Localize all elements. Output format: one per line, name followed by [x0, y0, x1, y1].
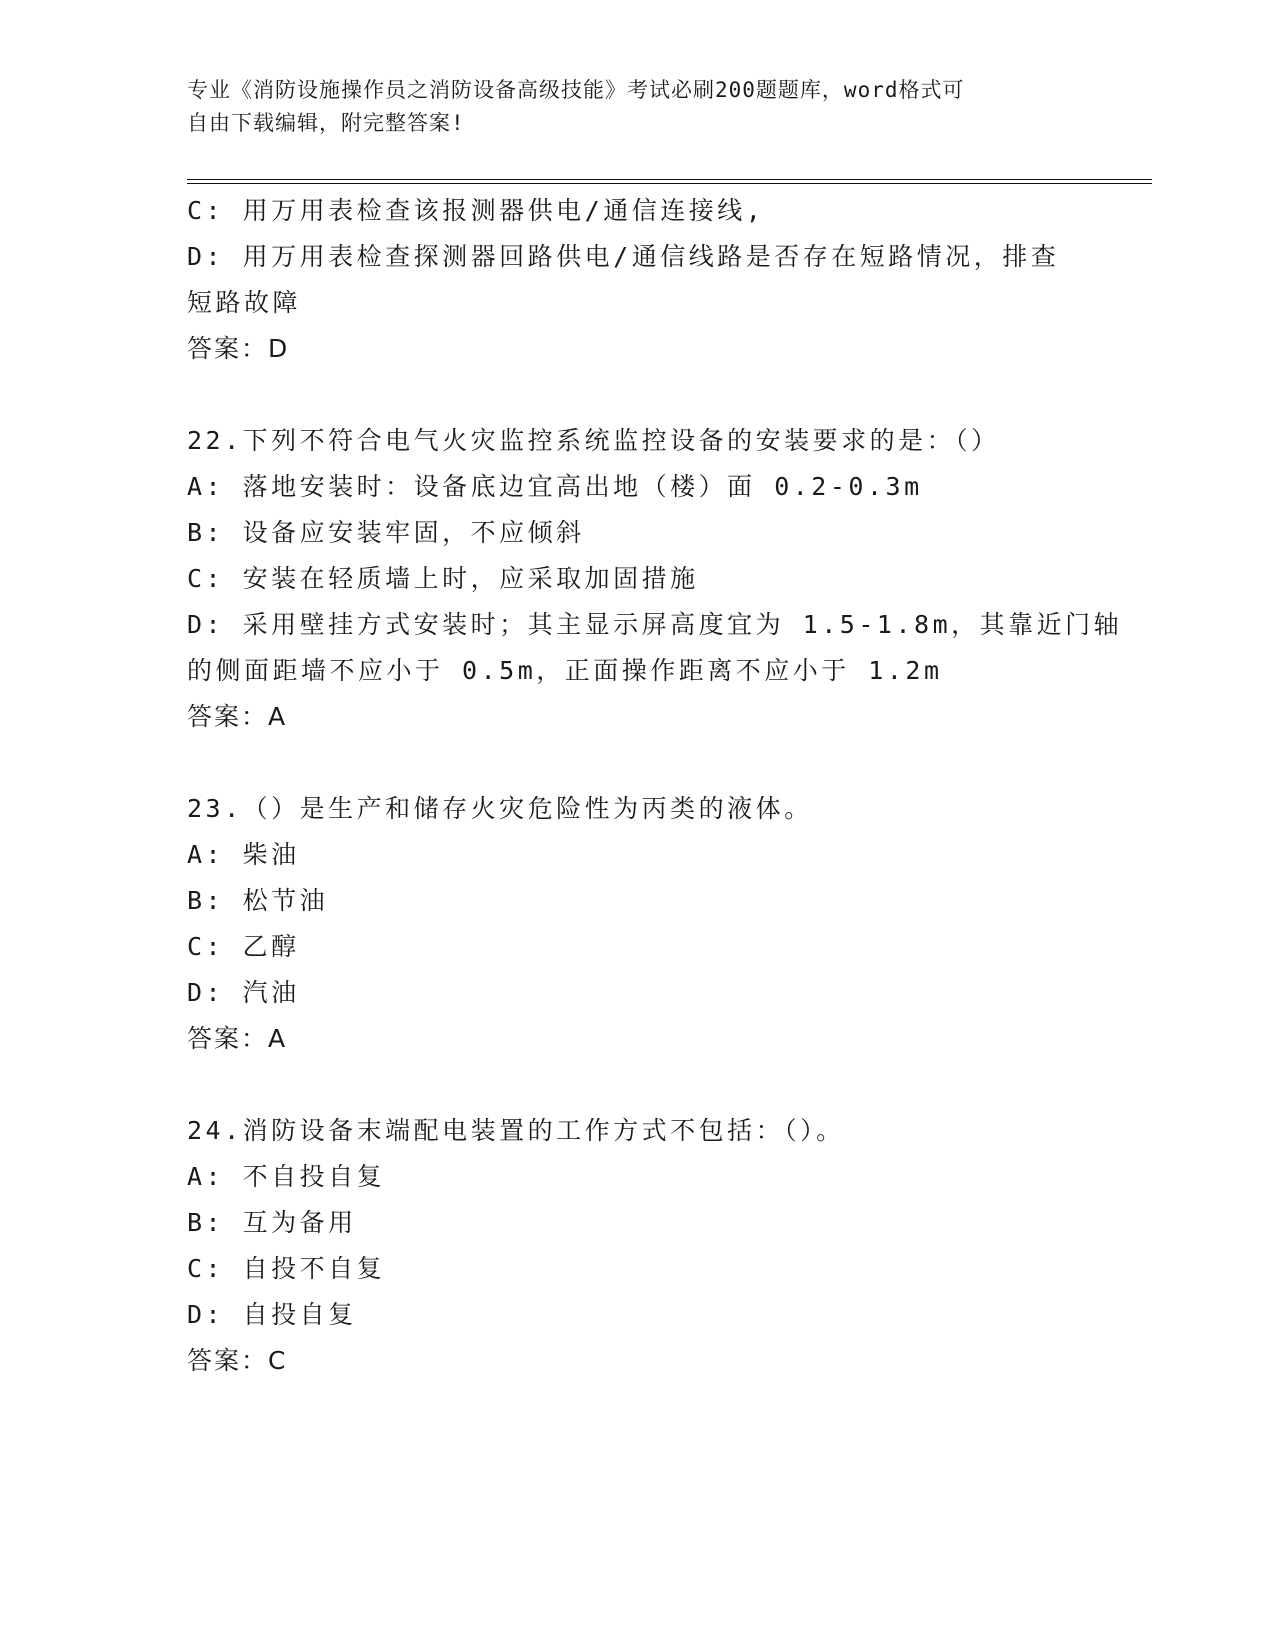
question-21-continued — [187, 188, 1087, 372]
answer: 答案：A — [187, 1024, 288, 1053]
option-d: D: 汽油 — [187, 978, 300, 1007]
option-d-continued: 短路故障 — [187, 288, 302, 317]
question-23 — [187, 786, 1087, 1062]
header-divider-top — [187, 179, 1152, 180]
spacer — [187, 740, 1087, 786]
option-a: A: 柴油 — [187, 840, 300, 869]
option-d: D: 采用壁挂方式安装时；其主显示屏高度宜为 1.5-1.8m，其靠近门轴 — [187, 610, 1123, 639]
question-stem: 23.（）是生产和储存火灾危险性为丙类的液体。 — [187, 794, 813, 823]
answer: 答案：A — [187, 702, 288, 731]
question-22 — [187, 418, 1123, 740]
header-divider-bottom — [187, 183, 1152, 184]
option-d: D: 自投自复 — [187, 1300, 357, 1329]
header-line-1: 专业《消防设施操作员之消防设备高级技能》考试必刷200题题库，word格式可 — [187, 78, 965, 102]
option-a: A: 落地安装时：设备底边宜高出地（楼）面 0.2-0.3m — [187, 472, 923, 501]
answer: 答案：C — [187, 1346, 288, 1375]
spacer — [187, 372, 1087, 418]
option-b: B: 互为备用 — [187, 1208, 357, 1237]
option-c: C: 自投不自复 — [187, 1254, 386, 1283]
answer: 答案：D — [187, 334, 290, 363]
option-b: B: 设备应安装牢固，不应倾斜 — [187, 518, 585, 547]
question-content — [187, 188, 1123, 1384]
option-a: A: 不自投自复 — [187, 1162, 386, 1191]
document-header — [187, 74, 1067, 140]
header-line-2: 自由下载编辑，附完整答案! — [187, 111, 465, 135]
question-stem: 24.消防设备末端配电装置的工作方式不包括：（）。 — [187, 1116, 845, 1145]
option-c: C: 乙醇 — [187, 932, 300, 961]
option-b: B: 松节油 — [187, 886, 329, 915]
question-24 — [187, 1108, 1087, 1384]
question-stem: 22.下列不符合电气火灾监控系统监控设备的安装要求的是：（） — [187, 426, 1000, 455]
spacer — [187, 1062, 1087, 1108]
option-c: C: 用万用表检查该报测器供电/通信连接线, — [187, 196, 765, 225]
option-d-continued: 的侧面距墙不应小于 0.5m，正面操作距离不应小于 1.2m — [187, 656, 943, 685]
option-c: C: 安装在轻质墙上时，应采取加固措施 — [187, 564, 699, 593]
option-d: D: 用万用表检查探测器回路供电/通信线路是否存在短路情况，排查 — [187, 242, 1060, 271]
